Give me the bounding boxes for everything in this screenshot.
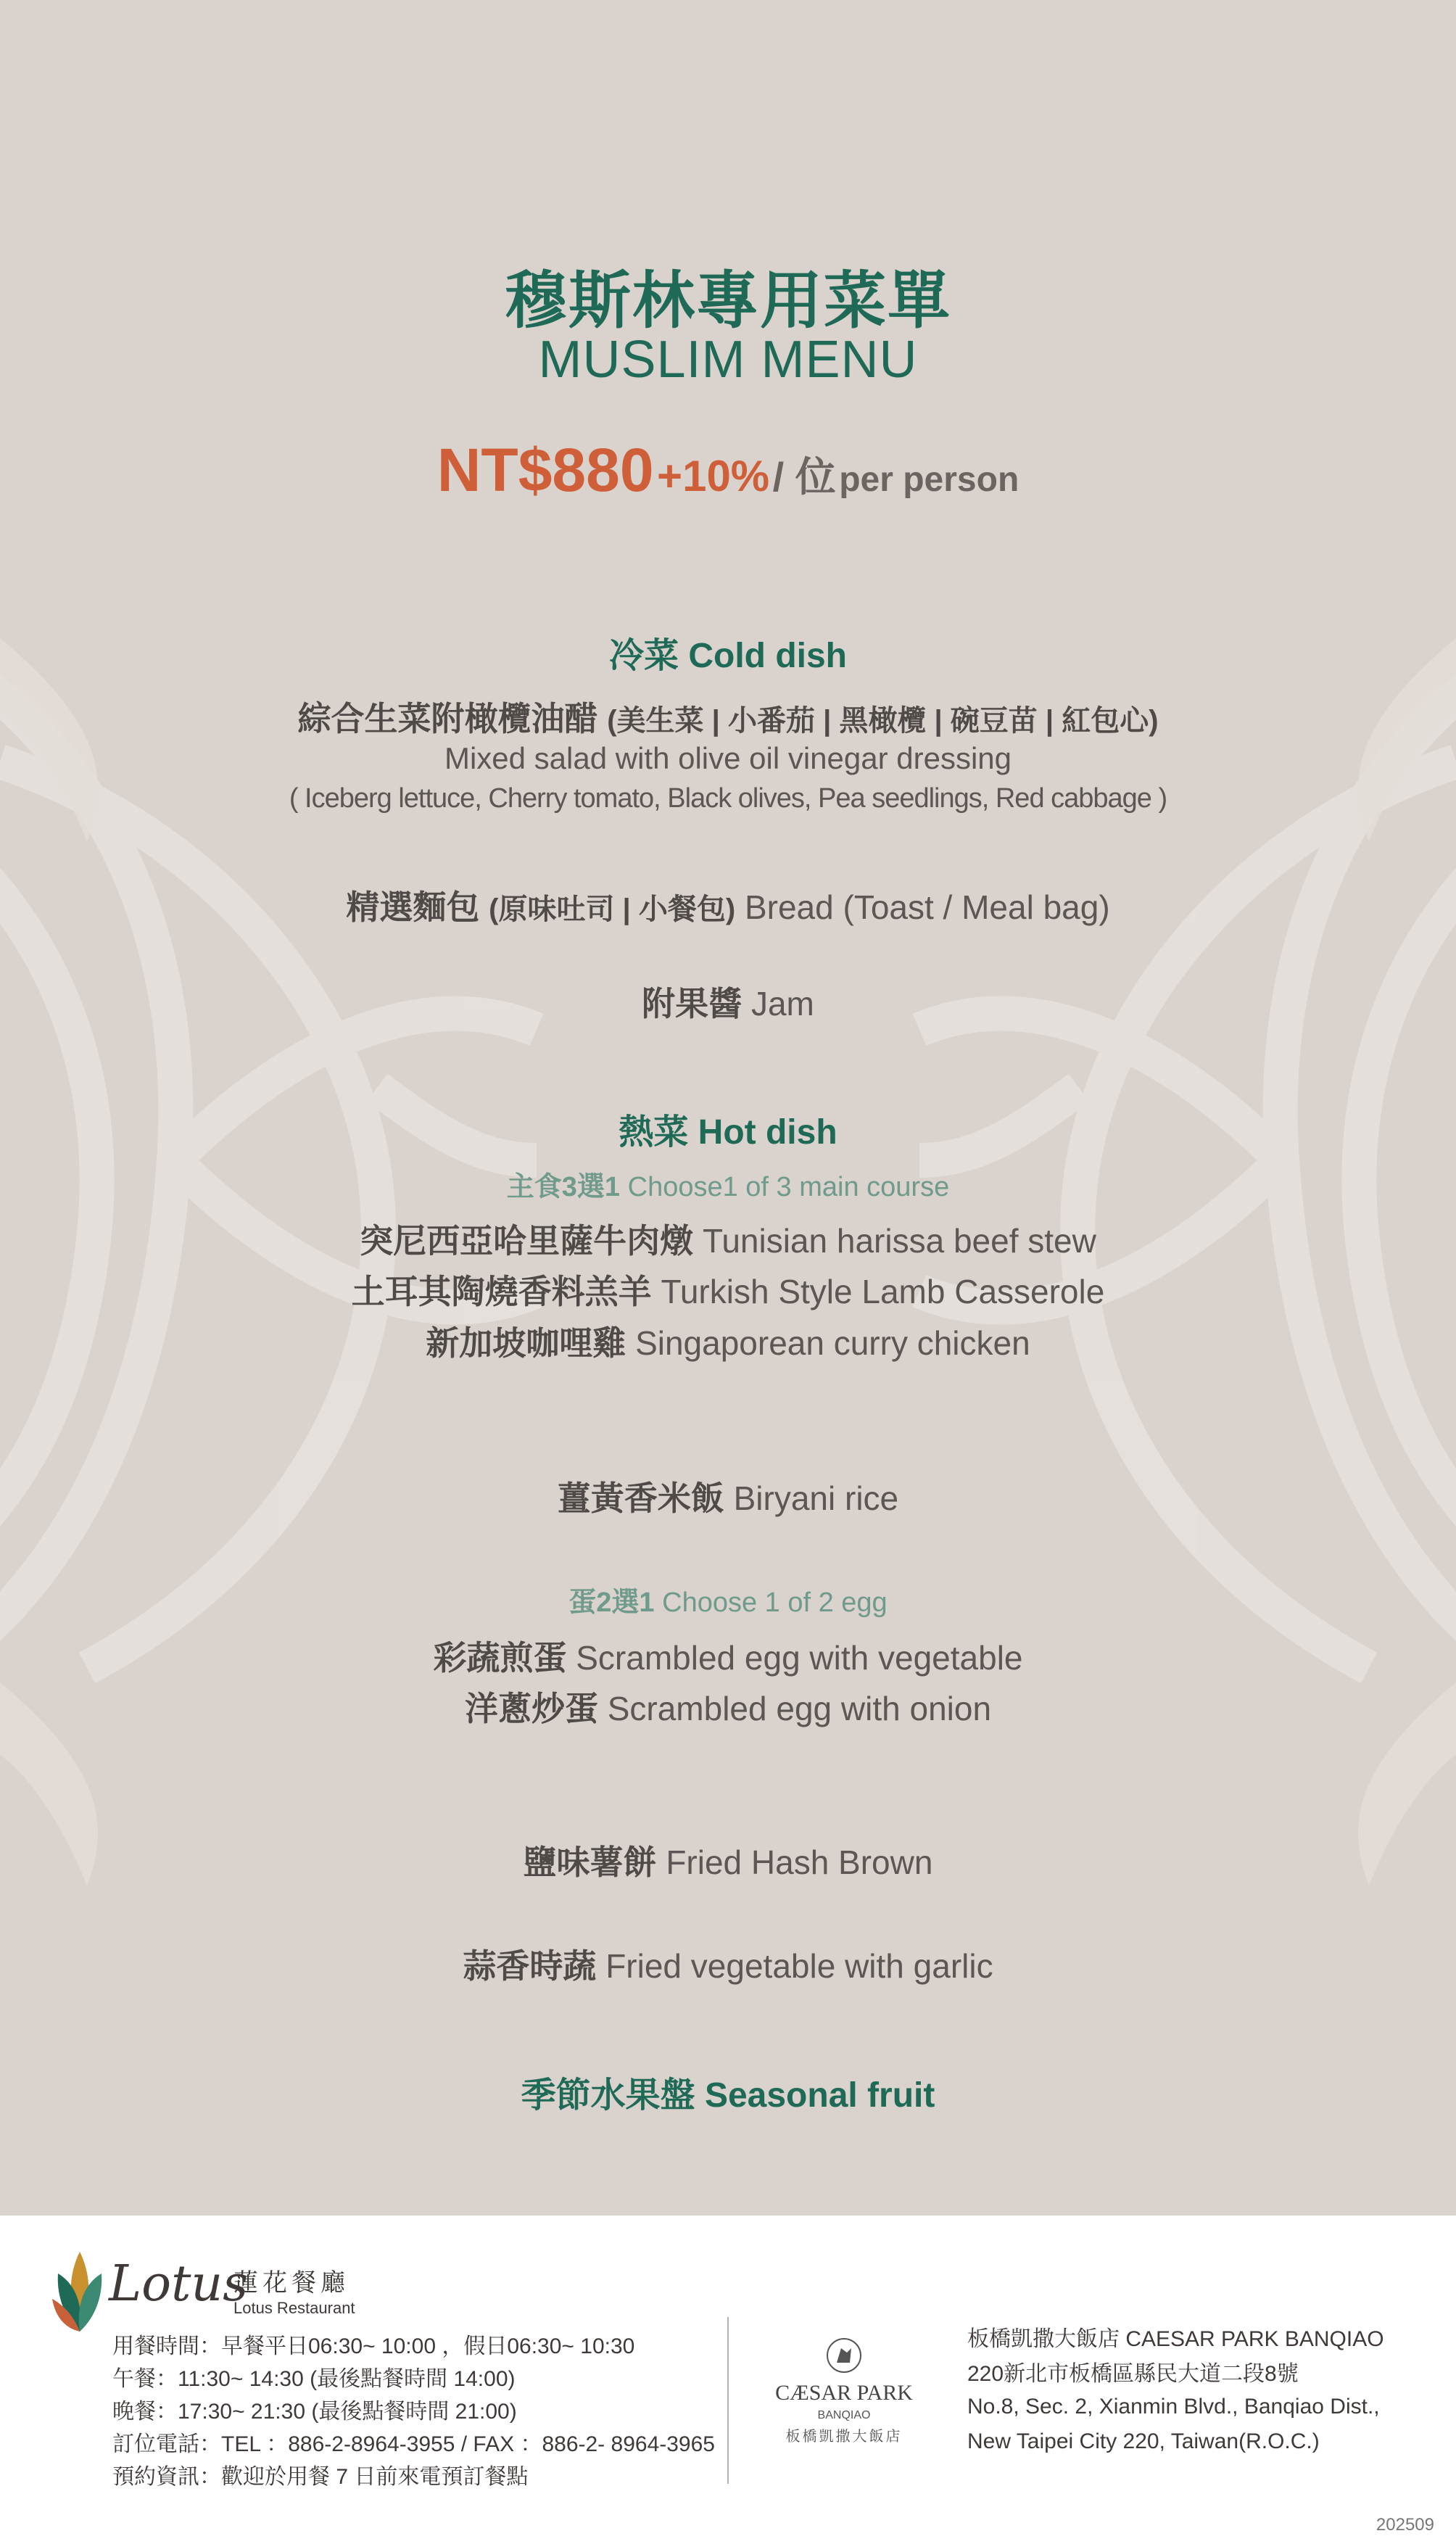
address-en-line2: New Taipei City 220, Taiwan(R.O.C.) xyxy=(967,2429,1320,2453)
booking-info: 預約資訊：歡迎於用餐 7 日前來電預訂餐點 xyxy=(112,2465,529,2489)
vegetable-item xyxy=(0,1940,1456,1988)
egg-name-zh: 洋蔥炒蛋 xyxy=(464,1690,598,1727)
egg-name-zh: 彩蔬煎蛋 xyxy=(433,1639,567,1677)
breakfast-hours: 早餐平日06:30~ 10:00 ，假日06:30~ 10:30 xyxy=(221,2334,635,2358)
address-en-line1: No.8, Sec. 2, Xianmin Blvd., Banqiao Dist., xyxy=(967,2395,1380,2419)
main-choice-en: Choose1 of 3 main course xyxy=(627,1172,950,1202)
salad-name-en: Mixed salad with olive oil vinegar dressing xyxy=(444,741,1012,775)
dinner-hours: 晚餐：17:30~ 21:30 (最後點餐時間 21:00) xyxy=(112,2400,517,2424)
main-course-en: Tunisian harissa beef stew xyxy=(702,1222,1096,1260)
caesar-park-emblem-icon xyxy=(825,2337,863,2374)
jam-name-zh: 附果醬 xyxy=(642,985,743,1023)
salad-detail-en: ( Iceberg lettuce, Cherry tomato, Black olives, Pea seedlings, Red cabbage ) xyxy=(289,783,1167,814)
reservation-phone: 訂位電話：TEL ：886-2-8964-3955 / FAX ：886-2- 8964-3965 xyxy=(112,2432,715,2456)
main-course-zh: 土耳其陶燒香料羔羊 xyxy=(351,1273,652,1310)
hot-dish-heading: 熱菜 Hot dish xyxy=(619,1113,837,1152)
rice-name-en: Biryani rice xyxy=(733,1479,899,1517)
cold-dish-heading: 冷菜 Cold dish xyxy=(609,637,847,675)
egg-choice-en: Choose 1 of 2 egg xyxy=(662,1587,888,1618)
vegetable-zh: 蒜香時蔬 xyxy=(463,1947,597,1985)
main-course-item xyxy=(0,1317,1456,1365)
salad-detail-zh: (美生菜 | 小番茄 | 黑橄欖 | 碗豆苗 | 紅包心) xyxy=(607,705,1159,737)
bread-item xyxy=(0,881,1456,929)
seasonal-fruit: 季節水果盤 Seasonal fruit xyxy=(521,2076,935,2115)
rice-item xyxy=(0,1472,1456,1520)
footer-divider xyxy=(727,2317,729,2484)
egg-choice-zh: 蛋2選1 xyxy=(568,1587,655,1618)
price-amount: NT$880 xyxy=(437,436,654,504)
egg-name-en: Scrambled egg with vegetable xyxy=(576,1639,1023,1677)
hotel-name: 板橋凱撒大飯店 CAESAR PARK BANQIAO xyxy=(967,2327,1384,2351)
main-course-en: Turkish Style Lamb Casserole xyxy=(661,1273,1105,1310)
main-course-zh: 突尼西亞哈里薩牛肉燉 xyxy=(360,1222,694,1260)
caesar-park-name-zh: 板橋凱撒大飯店 xyxy=(785,2429,903,2445)
price-per-person: per person xyxy=(839,461,1019,499)
egg-name-en: Scrambled egg with onion xyxy=(607,1690,992,1727)
egg-choice xyxy=(0,1579,1456,1619)
bread-detail-zh: (原味吐司 | 小餐包) xyxy=(489,893,736,925)
jam-item xyxy=(0,978,1456,1025)
bread-name-en: Bread (Toast / Meal bag) xyxy=(744,888,1110,926)
logo-name-en: Lotus Restaurant xyxy=(233,2299,355,2317)
address-zh: 220新北市板橋區縣民大道二段8號 xyxy=(967,2362,1299,2386)
lotus-logo-icon xyxy=(51,2244,109,2339)
hash-brown-en: Fried Hash Brown xyxy=(666,1843,933,1881)
price-unit: / 位 xyxy=(772,454,836,500)
egg-item xyxy=(0,1682,1456,1730)
hours-label: 用餐時間： xyxy=(112,2334,221,2358)
print-code: 202509 xyxy=(1376,2515,1434,2535)
main-course-item xyxy=(0,1265,1456,1313)
main-course-en: Singaporean curry chicken xyxy=(635,1324,1030,1362)
hash-brown-zh: 鹽味薯餅 xyxy=(523,1843,657,1881)
price-line xyxy=(0,435,1456,505)
main-course-item xyxy=(0,1215,1456,1263)
menu-title-zh: 穆斯林專用菜單 xyxy=(505,266,951,336)
main-course-zh: 新加坡咖哩雞 xyxy=(426,1324,626,1362)
egg-item xyxy=(0,1632,1456,1680)
salad-item-zh xyxy=(0,693,1456,740)
salad-name-zh: 綜合生菜附橄欖油醋 xyxy=(297,700,598,738)
caesar-park-location: BANQIAO xyxy=(817,2409,871,2421)
bread-name-zh: 精選麵包 xyxy=(346,888,480,926)
main-course-choice xyxy=(0,1164,1456,1204)
opening-hours xyxy=(112,2328,634,2360)
main-choice-zh: 主食3選1 xyxy=(506,1172,621,1202)
caesar-park-logo-text: CÆSAR PARK xyxy=(775,2381,913,2405)
hash-brown-item xyxy=(0,1836,1456,1884)
logo-script: Lotus xyxy=(109,2255,249,2313)
rice-name-zh: 薑黃香米飯 xyxy=(557,1479,724,1517)
menu-title-en: MUSLIM MENU xyxy=(538,331,918,389)
lunch-hours: 午餐：11:30~ 14:30 (最後點餐時間 14:00) xyxy=(112,2367,516,2391)
logo-name-zh: 蓮花餐廳 xyxy=(233,2269,349,2297)
service-charge: +10% xyxy=(657,452,770,500)
jam-name-en: Jam xyxy=(750,985,814,1023)
vegetable-en: Fried vegetable with garlic xyxy=(605,1947,993,1985)
